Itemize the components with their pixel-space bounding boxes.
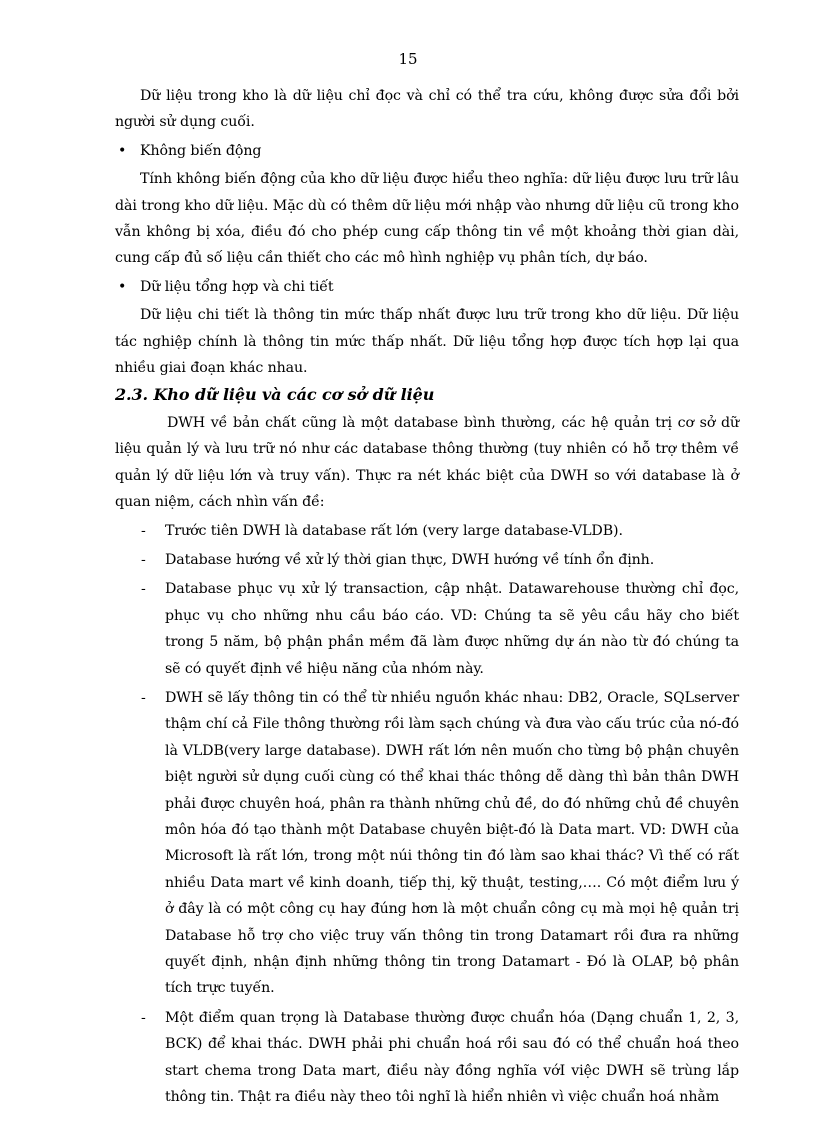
bullet-item-summary-detail	[115, 274, 739, 300]
bullet-icon: •	[118, 278, 127, 295]
bullet-label: Không biến động	[140, 142, 262, 159]
dash-item	[115, 518, 739, 544]
dash-item	[115, 547, 739, 573]
page-number: 15	[398, 50, 418, 68]
dash-icon: -	[141, 551, 146, 568]
bullet-icon: •	[118, 142, 127, 159]
dash-item	[115, 576, 739, 682]
bullet-item-non-volatile	[115, 138, 739, 164]
dash-item-text: Trước tiên DWH là database rất lớn (very large database-VLDB).	[165, 522, 623, 539]
page-body	[115, 83, 739, 1113]
paragraph-detail-data: Dữ liệu chi tiết là thông tin mức thấp nhất được lưu trữ trong kho dữ liệu. Dữ liệu tác nghiệp chính là thông tin mức thấp nhất. Dữ liệu tổng hợp được tích hợp lại qua nhiều giai đoạn khác nhau.	[115, 307, 739, 377]
dash-item	[115, 685, 739, 1002]
dash-icon: -	[141, 689, 146, 706]
dash-item-text: Database phục vụ xử lý transaction, cập nhật. Datawarehouse thường chỉ đọc, phục vụ cho những nhu cầu báo cáo. VD: Chúng ta sẽ yêu cầu hãy cho biết trong 5 năm, bộ phận phần mềm đã làm được những dự án nào từ đó chúng ta sẽ có quyết định về hiệu năng của nhóm này.	[165, 581, 739, 677]
dash-icon: -	[141, 1009, 146, 1026]
section-heading: 2.3. Kho dữ liệu và các cơ sở dữ liệu	[115, 385, 435, 405]
paragraph-dwh-intro: DWH về bản chất cũng là một database bình thường, các hệ quản trị cơ sở dữ liệu quản lý và lưu trữ nó như các database thông thường (tuy nhiên có hỗ trợ thêm về quản lý dữ liệu lớn và truy vấn). Thực ra nét khác biệt của DWH so với database là ở quan niệm, cách nhìn vấn đề:	[115, 414, 739, 511]
dash-item-text: DWH sẽ lấy thông tin có thể từ nhiều nguồn khác nhau: DB2, Oracle, SQLserver thậm chí cả File thông thường rồi làm sạch chúng và đưa vào cấu trúc của nó-đó là VLDB(very large database). DWH rất lớn nên muốn cho từng bộ phận chuyên biệt người sử dụng cuối cùng có thể khai thác thông dễ dàng thì bản thân DWH phải được chuyên hoá, phân ra thành những chủ đề, do đó những chủ đề chuyên môn hóa đó tạo thành một Database chuyên biệt-đó là Data mart. VD: DWH của Microsoft là rất lớn, trong một núi thông tin đó làm sao khai thác? Vì thế có rất nhiều Data mart về kinh doanh, tiếp thị, kỹ thuật, testing,…. Có một điểm lưu ý ở đây là có một công cụ hay đúng hơn là một chuẩn công cụ mà mọi hệ quản trị Database hỗ trợ cho việc truy vấn thông tin trong Datamart rồi đưa ra những quyết định, nhận định những thông tin trong Datamart - Đó là OLAP, bộ phân tích trực tuyến.	[165, 689, 739, 997]
dash-icon: -	[141, 522, 146, 539]
dash-icon: -	[141, 581, 146, 598]
dash-item-text: Một điểm quan trọng là Database thường được chuẩn hóa (Dạng chuẩn 1, 2, 3, BCK) để khai thác. DWH phải phi chuẩn hoá rồi sau đó có thể chuẩn hoá theo start chema trong Data mart, điều này đồng nghĩa vớI việc DWH sẽ trùng lắp thông tin. Thật ra điều này theo tôi nghĩ là hiển nhiên vì việc chuẩn hoá nhằm	[165, 1009, 739, 1106]
bullet-label: Dữ liệu tổng hợp và chi tiết	[140, 278, 334, 295]
paragraph-read-only-data: Dữ liệu trong kho là dữ liệu chỉ đọc và chỉ có thể tra cứu, không được sửa đổi bởi người sử dụng cuối.	[115, 88, 739, 131]
paragraph-non-volatile: Tính không biến động của kho dữ liệu được hiểu theo nghĩa: dữ liệu được lưu trữ lâu dài trong kho dữ liệu. Mặc dù có thêm dữ liệu mới nhập vào nhưng dữ liệu cũ trong kho vẫn không bị xóa, điều đó cho phép cung cấp thông tin về một khoảng thời gian dài, cung cấp đủ số liệu cần thiết cho các mô hình nghiệp vụ phân tích, dự báo.	[115, 171, 739, 267]
dash-item-text: Database hướng về xử lý thời gian thực, DWH hướng về tính ổn định.	[165, 551, 655, 568]
dash-item	[115, 1005, 739, 1111]
